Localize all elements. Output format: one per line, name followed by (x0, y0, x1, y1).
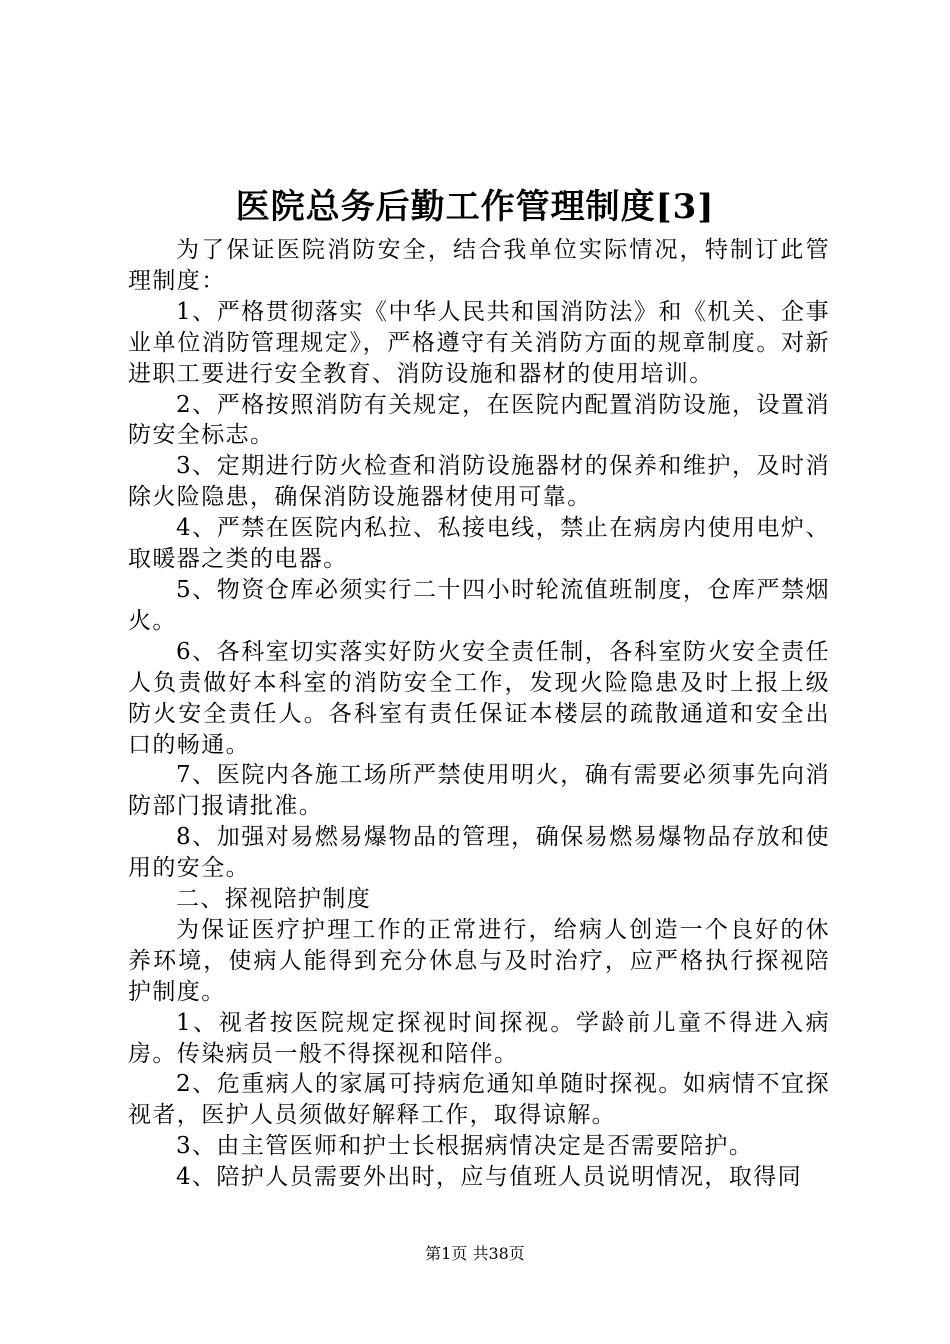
paragraph-item-8: 8、加强对易燃易爆物品的管理，确保易燃易爆物品存放和使用的安全。 (128, 824, 830, 882)
paragraph-item-6: 6、各科室切实落实好防火安全责任制，各科室防火安全责任人负责做好本科室的消防安全工作，发现火险隐患及时上报上级防火安全责任人。各科室有责任保证本楼层的疏散通道和安全出口的畅通。 (128, 638, 830, 758)
paragraph-item-1: 1、严格贯彻落实《中华人民共和国消防法》和《机关、企事业单位消防管理规定》，严格遵守有关消防方面的规章制度。对新进职工要进行安全教育、消防设施和器材的使用培训。 (128, 298, 830, 387)
paragraph-item-4: 4、严禁在医院内私拉、私接电线，禁止在病房内使用电炉、取暖器之类的电器。 (128, 515, 830, 573)
paragraph-visitation-4: 4、陪护人员需要外出时，应与值班人员说明情况，取得同 (176, 1164, 803, 1191)
paragraph-visitation-3: 3、由主管医师和护士长根据病情决定是否需要陪护。 (176, 1133, 754, 1160)
page-number-footer: 第1页 共38页 (425, 1244, 525, 1263)
paragraph-item-5: 5、物资仓库必须实行二十四小时轮流值班制度，仓库严禁烟火。 (128, 576, 830, 634)
paragraph-visitation-2: 2、危重病人的家属可持病危通知单随时探视。如病情不宜探视者，医护人员须做好解释工作，取得谅解。 (128, 1071, 830, 1129)
paragraph-intro: 为了保证医院消防安全，结合我单位实际情况，特制订此管理制度： (128, 237, 830, 294)
document-body (128, 235, 830, 1193)
paragraph-item-2: 2、严格按照消防有关规定，在医院内配置消防设施，设置消防安全标志。 (128, 391, 830, 449)
paragraph-visitation-1: 1、视者按医院规定探视时间探视。学龄前儿童不得进入病房。传染病员一般不得探视和陪伴。 (128, 1009, 830, 1067)
document-title: 医院总务后勤工作管理制度[3] (235, 187, 715, 227)
section-heading-visitation: 二、探视陪护制度 (176, 886, 372, 913)
paragraph-item-7: 7、医院内各施工场所严禁使用明火，确有需要必须事先向消防部门报请批准。 (128, 762, 830, 820)
paragraph-item-3: 3、定期进行防火检查和消防设施器材的保养和维护，及时消除火险隐患，确保消防设施器材使用可靠。 (128, 453, 830, 511)
paragraph-visitation-intro: 为保证医疗护理工作的正常进行，给病人创造一个良好的休养环境，使病人能得到充分休息与及时治疗，应严格执行探视陪护制度。 (128, 916, 830, 1005)
